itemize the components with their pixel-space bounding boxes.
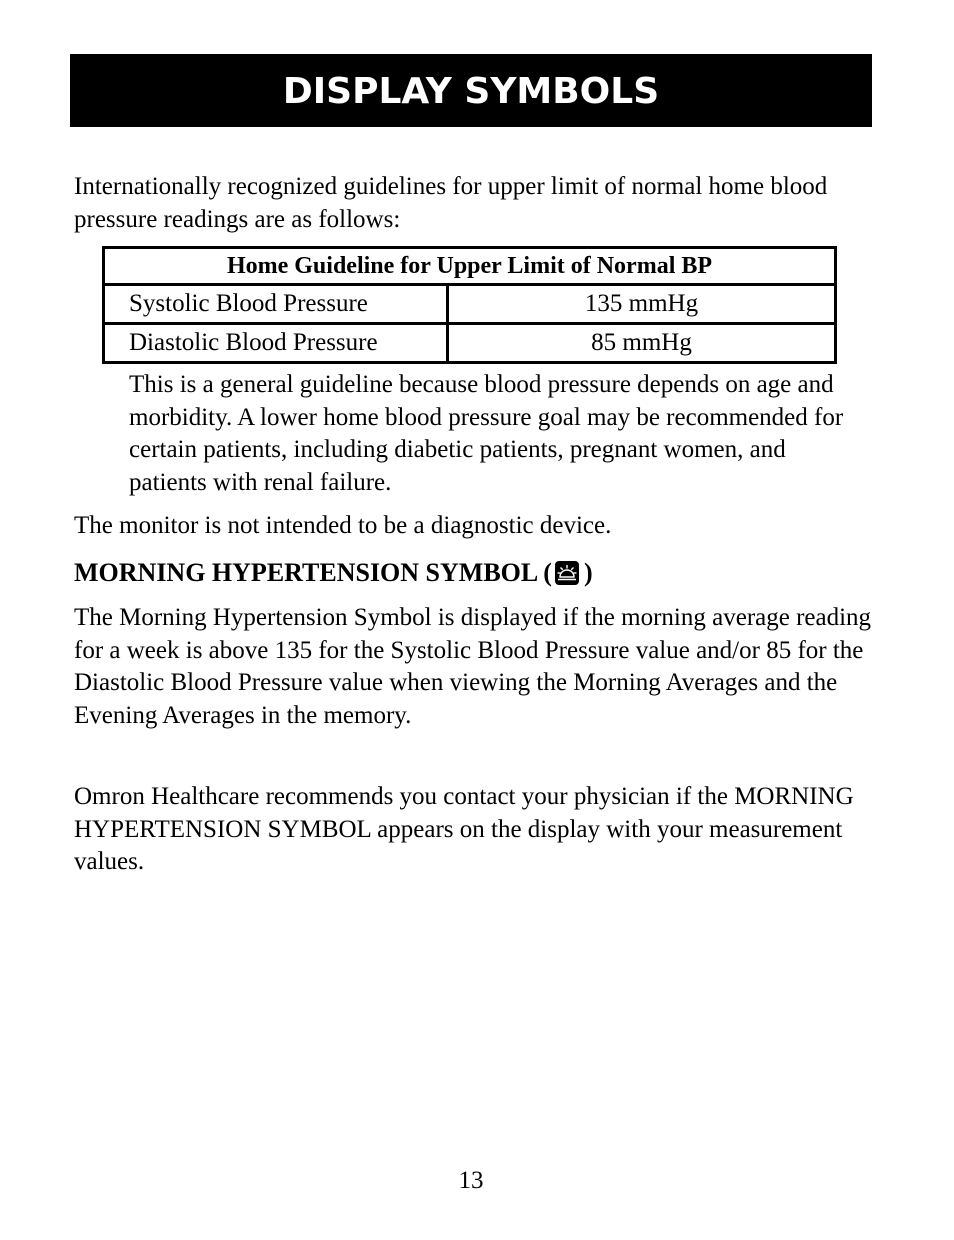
diastolic-value: 85 mmHg [448, 324, 836, 363]
table-title: Home Guideline for Upper Limit of Normal BP [104, 248, 836, 285]
page-number: 13 [458, 1167, 484, 1194]
table-row [104, 285, 836, 324]
page-title: DISPLAY SYMBOLS [282, 71, 660, 112]
morning-hypertension-description: The Morning Hypertension Symbol is displayed if the morning average reading for a week is above 135 for the Systolic Blood Pressure value and/or 85 for the Diastolic Blood Pressure value when viewing the Morning Averages and the Evening Averages in the memory. [74, 604, 872, 729]
intro-paragraph: Internationally recognized guidelines for upper limit of normal home blood pressure readings are as follows: [74, 173, 828, 233]
guideline-note: This is a general guideline because blood pressure depends on age and morbidity. A lower home blood pressure goal may be recommended for certain patients, including diabetic patients, pregnant women, and patients with renal failure. [129, 371, 844, 496]
physician-recommendation: Omron Healthcare recommends you contact your physician if the MORNING HYPERTENSION SYMBOL appears on the display with your measurement values. [74, 783, 854, 875]
systolic-value: 135 mmHg [448, 285, 836, 324]
page-header-bar [70, 54, 872, 127]
systolic-label: Systolic Blood Pressure [104, 285, 448, 324]
bp-guideline-table [102, 246, 837, 364]
heading-prefix: MORNING HYPERTENSION SYMBOL ( [74, 558, 552, 587]
heading-suffix: ) [583, 558, 593, 587]
table-header-row [104, 248, 836, 285]
diastolic-label: Diastolic Blood Pressure [104, 324, 448, 363]
table-row [104, 324, 836, 363]
morning-hypertension-heading [74, 556, 593, 590]
morning-hypertension-sun-icon [555, 561, 579, 585]
diagnostic-disclaimer: The monitor is not intended to be a diagnostic device. [74, 512, 612, 539]
